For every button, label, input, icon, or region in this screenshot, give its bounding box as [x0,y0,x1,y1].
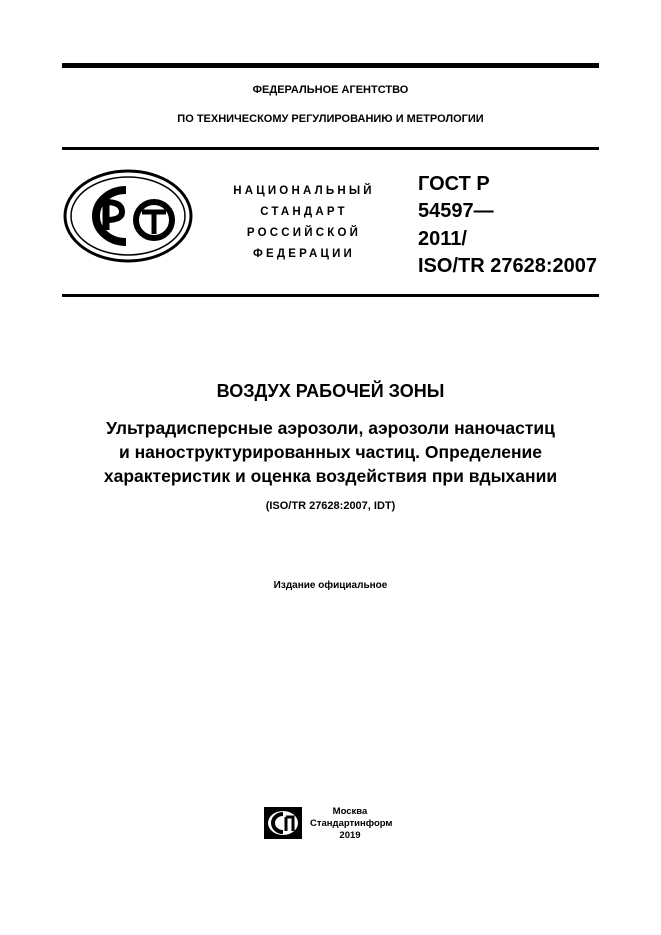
national-line-1: НАЦИОНАЛЬНЫЙ [233,185,375,197]
standard-code-line-1: ГОСТ Р [418,173,490,195]
publisher-city: Москва [332,806,368,817]
document-title: ВОЗДУХ РАБОЧЕЙ ЗОНЫ [216,381,445,401]
standard-code-line-4: ISO/TR 27628:2007 [418,255,597,277]
subtitle-line-2: и наноструктурированных частиц. Определение [118,442,543,462]
block-rule [62,294,599,297]
national-line-4: ФЕДЕРАЦИИ [252,248,356,260]
subtitle-line-1: Ультрадисперсные аэрозоли, аэрозоли наночастиц [106,418,555,438]
agency-line-1: ФЕДЕРАЛЬНОЕ АГЕНТСТВО [252,84,409,96]
gost-emblem-icon [62,168,194,264]
gost-logo [62,168,194,264]
agency-line-2: ПО ТЕХНИЧЕСКОМУ РЕГУЛИРОВАНИЮ И МЕТРОЛОГИИ [177,113,484,125]
publisher-logo [264,807,302,839]
top-rule [62,63,599,68]
standard-code-line-3: 2011/ [418,228,467,250]
publisher-year: 2019 [339,830,361,841]
standard-code-line-2: 54597— [418,200,494,222]
standartinform-logo-icon [264,807,302,839]
national-line-3: РОССИЙСКОЙ [246,227,362,239]
national-line-2: СТАНДАРТ [260,206,348,218]
header-rule [62,147,599,150]
subtitle-line-3: характеристик и оценка воздействия при вдыхании [103,466,558,486]
edition-note: Издание официальное [273,580,388,591]
iso-equivalence: (ISO/TR 27628:2007, IDT) [265,500,396,512]
publisher-name: Стандартинформ [310,818,393,829]
